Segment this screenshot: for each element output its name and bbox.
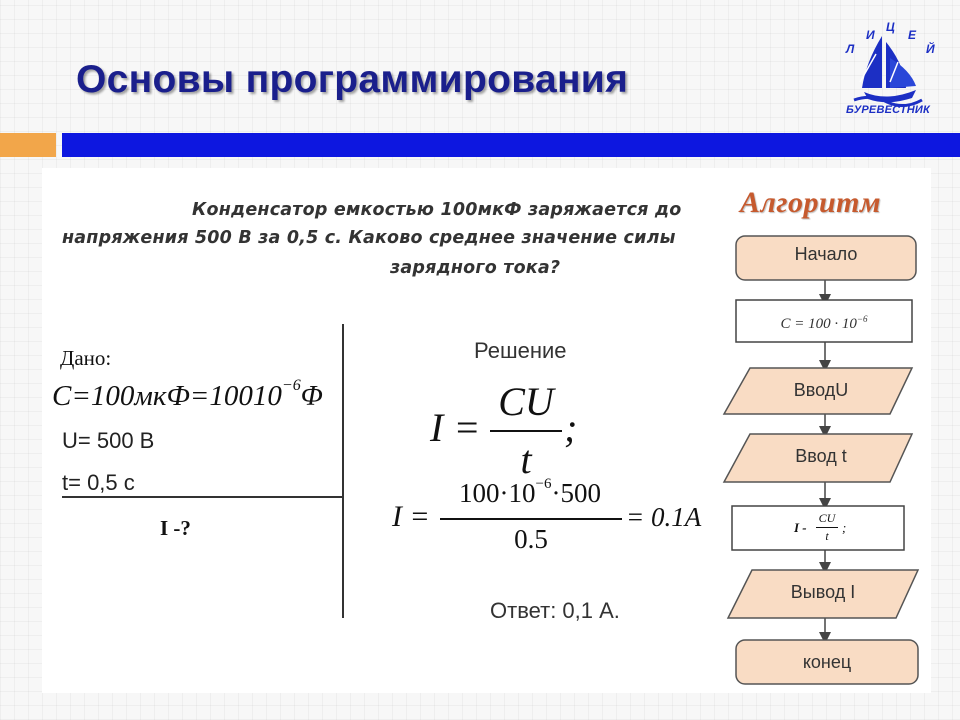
calc-lhs: I = [392, 500, 430, 533]
section-divider [342, 324, 344, 618]
formula-end: ; [564, 405, 578, 450]
flow-text-assign-value: C = 100 · 10 [780, 316, 857, 332]
logo-caption: БУРЕВЕСТНИК [846, 104, 930, 116]
flow-formula-end: ; [842, 520, 847, 535]
calc-result: = 0.1A [626, 502, 702, 532]
flow-text-assign-exponent: −6 [856, 314, 868, 324]
logo-letter: Й [926, 42, 935, 56]
answer-text: Ответ: 0,1 А. [490, 598, 620, 623]
flow-formula-lhs: I - [794, 520, 807, 535]
solution-label: Решение [474, 338, 567, 363]
flow-formula-fraction-bar [816, 527, 838, 528]
calc-numerator-a: 100·10 [459, 478, 536, 508]
formula-fraction-bar [490, 430, 562, 432]
flow-text-input-u: ВводU [793, 380, 849, 400]
lyceum-logo [832, 14, 942, 124]
given-time: t= 0,5 c [62, 470, 135, 495]
flow-text-input-t: Ввод t [795, 446, 847, 466]
formula-numerator: CU [498, 379, 554, 424]
slide-title: Основы программирования [76, 58, 629, 101]
formula-denominator: t [520, 437, 532, 482]
accent-bar-blue [62, 133, 960, 157]
problem-line-1: Конденсатор емкостью 100мкФ заряжается до [192, 200, 682, 220]
flow-formula-numerator: CU [818, 511, 836, 525]
given-capacitance [52, 377, 323, 413]
given-capacitance-exponent: −6 [281, 377, 301, 395]
given-capacitance-value: C=100мкФ=10010 [52, 380, 282, 412]
algorithm-title: Алгоритм [740, 186, 882, 219]
flow-text-end: конец [802, 652, 852, 672]
calc-fraction-bar [440, 518, 622, 520]
given-find: I -? [160, 516, 191, 540]
logo-letter: Л [846, 42, 855, 56]
logo-letter: Ц [886, 20, 895, 34]
flow-text-output: Вывод I [790, 582, 856, 602]
logo-letter: Е [908, 28, 917, 42]
flow-text-start: Начало [794, 244, 858, 264]
problem-line-3: зарядного тока? [390, 258, 561, 278]
logo-letter: И [866, 28, 875, 42]
given-label: Дано: [60, 346, 112, 370]
flow-text-assign [736, 314, 912, 333]
calc-numerator-exponent: −6 [535, 476, 552, 492]
given-voltage: U= 500 B [62, 428, 155, 453]
given-capacitance-unit: Φ [300, 380, 323, 412]
flow-formula-denominator: t [825, 529, 829, 543]
accent-bar-orange [0, 133, 56, 157]
calc-denominator: 0.5 [514, 524, 548, 554]
given-divider [62, 496, 344, 498]
calc-numerator [438, 478, 622, 509]
formula-lhs: I = [430, 405, 481, 450]
problem-line-2: напряжения 500 В за 0,5 с. Каково среднее значение силы [62, 228, 676, 248]
calc-numerator-b: ·500 [551, 478, 601, 508]
